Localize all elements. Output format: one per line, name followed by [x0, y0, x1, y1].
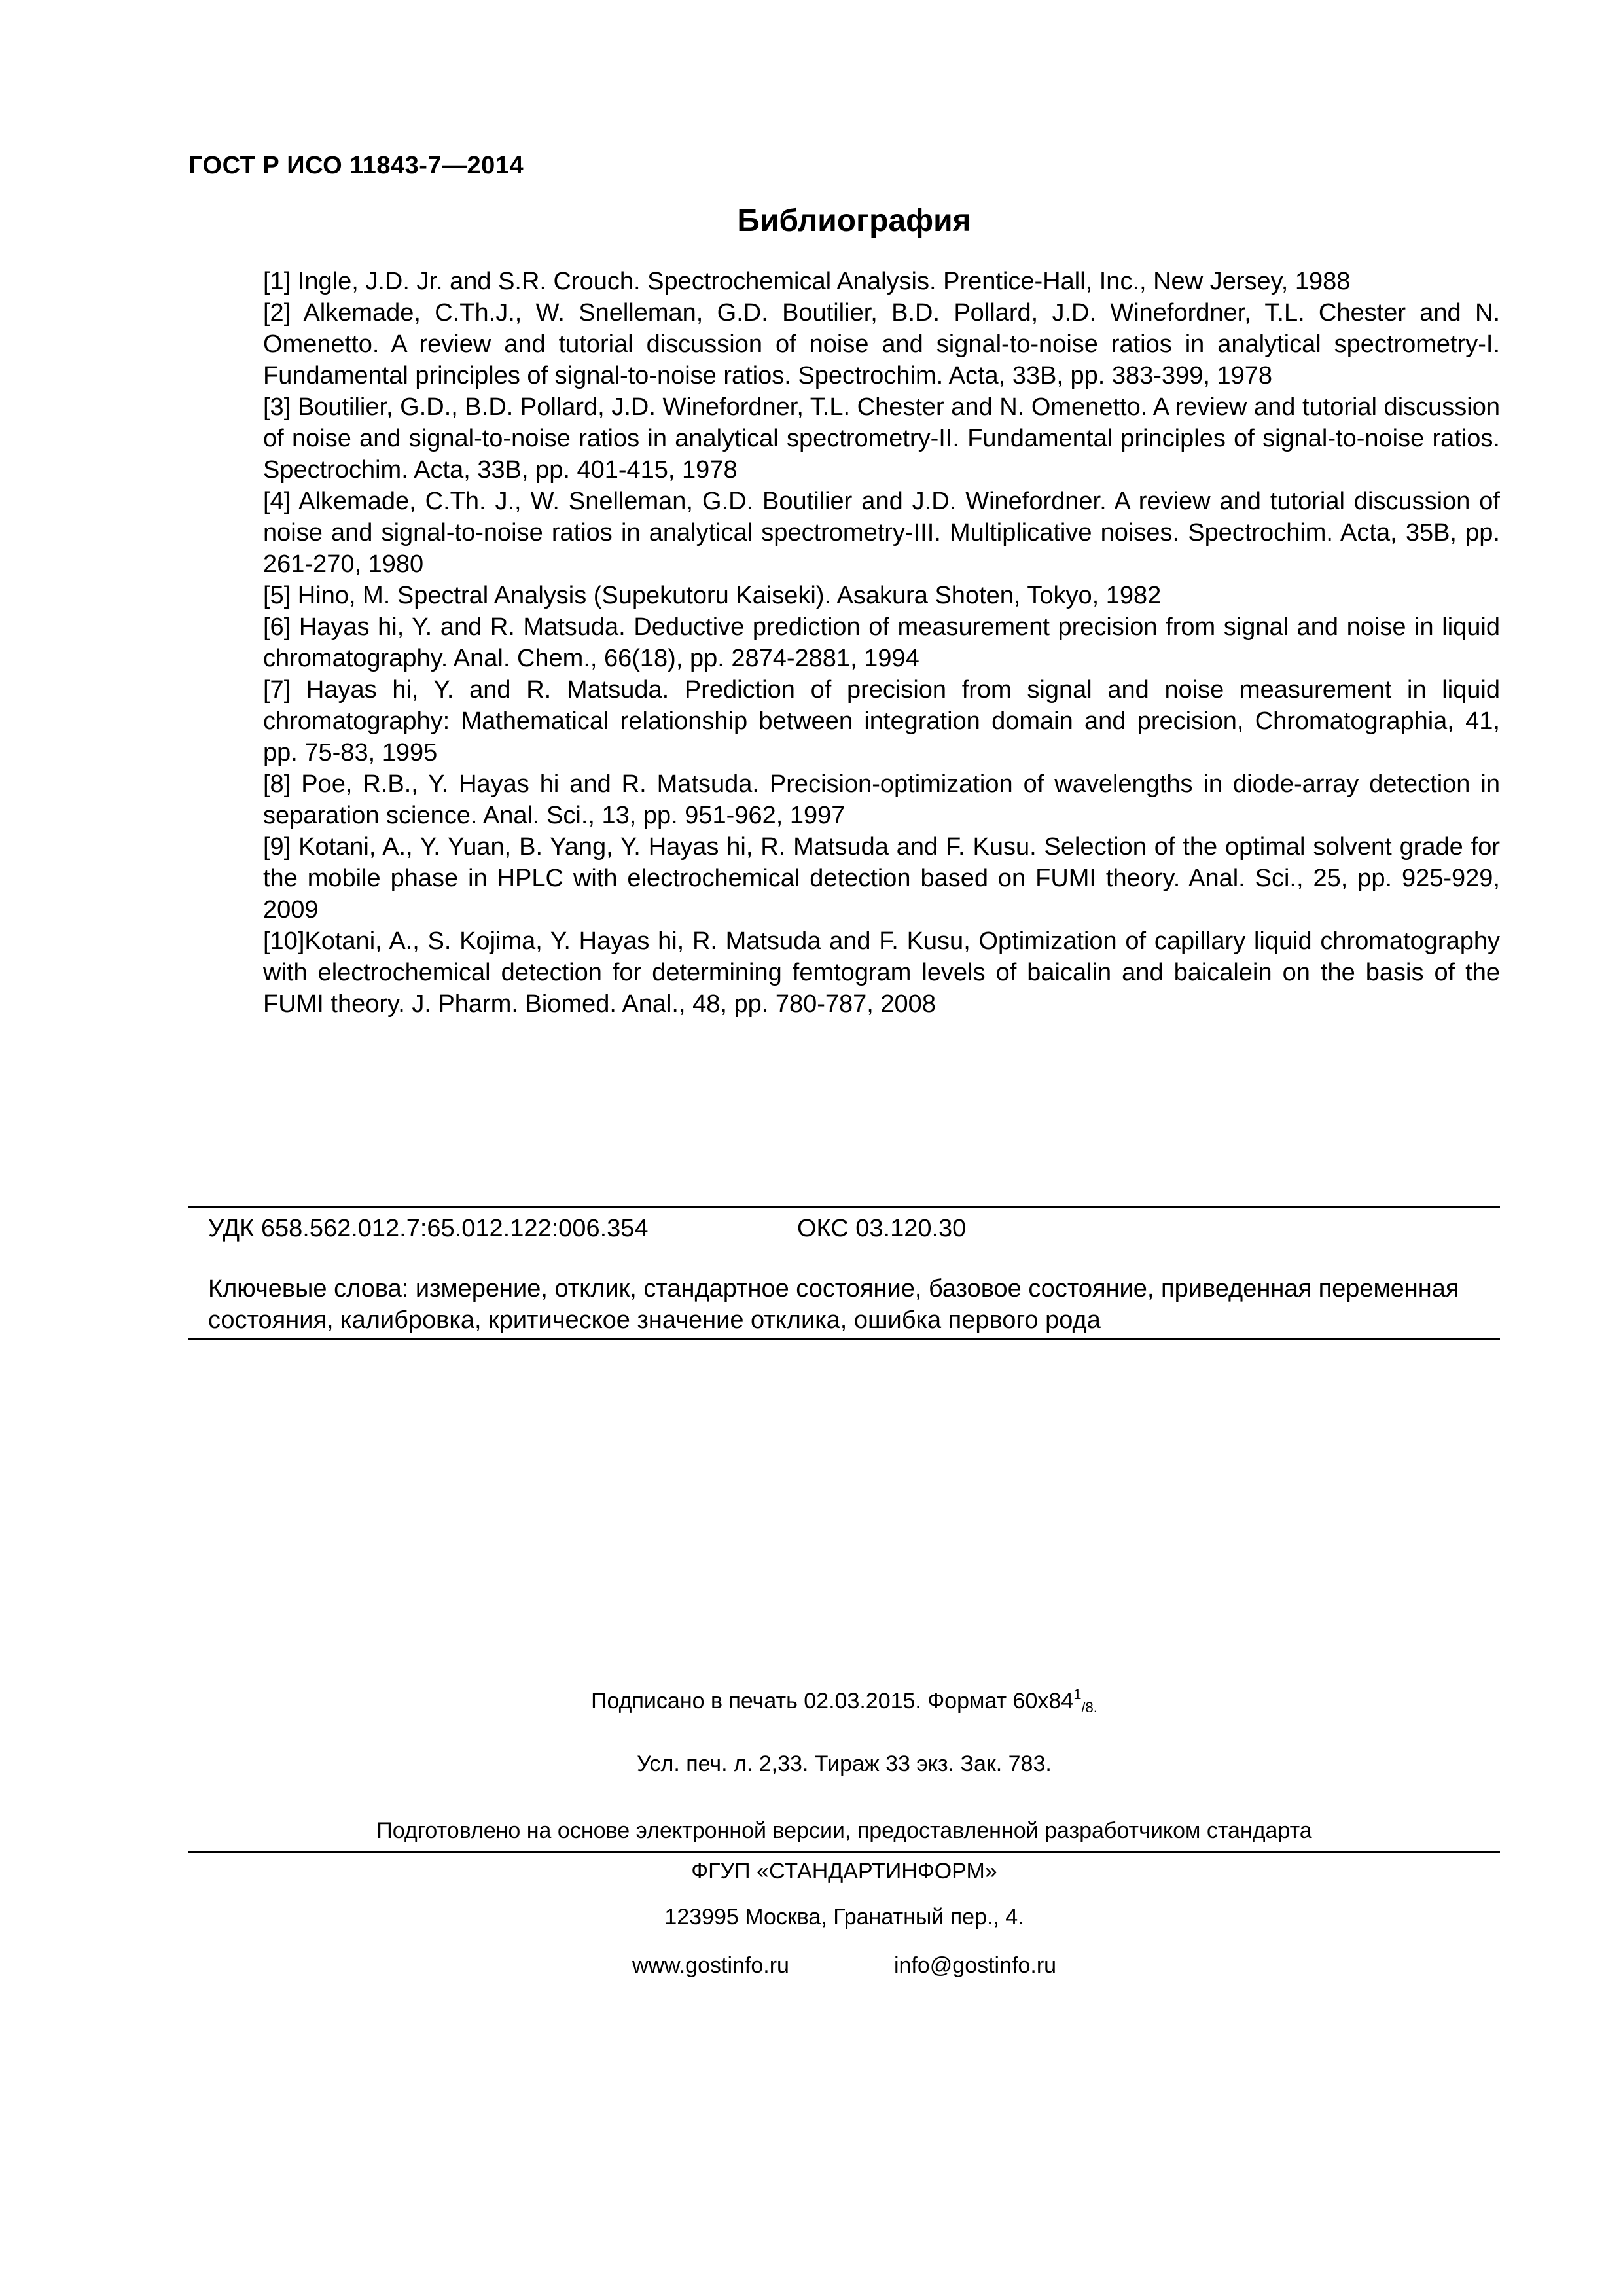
classification-block — [188, 1206, 1500, 1340]
reference-item: [5] Hino, M. Spectral Analysis (Supekutoru Kaiseki). Asakura Shoten, Tokyo, 1982 — [263, 582, 1162, 609]
reference-item: [6] Hayas hi, Y. and R. Matsuda. Deductive prediction of measurement precision from signal and noise in liquid chromatography. Anal. Chem., 66(18), pp. 2874-2881, 1994 — [263, 613, 1500, 672]
format-superscript: 1 — [1073, 1686, 1082, 1702]
udk-code: УДК 658.562.012.7:65.012.122:006.354 — [208, 1214, 649, 1242]
document-id: ГОСТ Р ИСО 11843-7—2014 — [188, 152, 524, 179]
classification-codes — [188, 1208, 1500, 1246]
contact-row — [188, 1953, 1500, 1979]
reference-item: [9] Kotani, A., Y. Yuan, B. Yang, Y. Hayas hi, R. Matsuda and F. Kusu. Selection of the optimal solvent grade for the mobile phase in HPLC with electrochemical detection based on FUMI theory. Anal. Sci., 25, pp. 925-929, 2009 — [263, 833, 1500, 924]
publisher-address: 123995 Москва, Гранатный пер., 4. — [664, 1905, 1024, 1929]
signed-for-print — [188, 1686, 1500, 1715]
reference-item: [7] Hayas hi, Y. and R. Matsuda. Prediction of precision from signal and noise measurement in liquid chromatography: Mathematical relationship between integration domain and precision, Chromatographia, 41, pp. 75-83, 1995 — [263, 676, 1500, 766]
keywords: Ключевые слова: измерение, отклик, стандартное состояние, базовое состояние, приведенная переменная состояния, калибровка, критическое значение отклика, ошибка первого рода — [208, 1275, 1459, 1334]
bibliography-title: Библиография — [737, 204, 971, 238]
reference-item: [1] Ingle, J.D. Jr. and S.R. Crouch. Spectrochemical Analysis. Prentice-Hall, Inc., New Jersey, 1988 — [263, 268, 1351, 295]
website-link[interactable]: www.gostinfo.ru — [632, 1953, 789, 1978]
imprint-divider — [188, 1851, 1500, 1853]
format-subscript: /8. — [1081, 1699, 1097, 1715]
reference-item: [2] Alkemade, C.Th.J., W. Snelleman, G.D. Boutilier, B.D. Pollard, J.D. Winefordner, T.L. Chester and N. Omenetto. A review and tutorial discussion of noise and signal-to-noise ratios in analytical spectrometry-I. Fundamental principles of signal-to-noise ratios. Spectrochim. Acta, 33B, pp. 383-399, 1978 — [263, 299, 1500, 389]
prepared-note: Подготовлено на основе электронной версии, предоставленной разработчиком стандарта — [376, 1818, 1312, 1843]
email-link[interactable]: info@gostinfo.ru — [893, 1953, 1057, 1978]
reference-item: [3] Boutilier, G.D., B.D. Pollard, J.D. Winefordner, T.L. Chester and N. Omenetto. A review and tutorial discussion of noise and signal-to-noise ratios in analytical spectrometry-II. Fundamental principles of signal-to-noise ratios. Spectrochim. Acta, 33B, pp. 401-415, 1978 — [263, 393, 1500, 484]
print-info: Усл. печ. л. 2,33. Тираж 33 экз. Зак. 783. — [637, 1751, 1052, 1776]
reference-item: [4] Alkemade, C.Th. J., W. Snelleman, G.D. Boutilier and J.D. Winefordner. A review and tutorial discussion of noise and signal-to-noise ratios in analytical spectrometry-III. Multiplicative noises. Spectrochim. Acta, 35B, pp. 261-270, 1980 — [263, 488, 1500, 578]
reference-list — [263, 266, 1500, 1020]
reference-item: [8] Poe, R.B., Y. Hayas hi and R. Matsuda. Precision-optimization of wavelengths in diode-array detection in separation science. Anal. Sci., 13, pp. 951-962, 1997 — [263, 770, 1500, 829]
oks-code: ОКС 03.120.30 — [797, 1214, 967, 1242]
publisher: ФГУП «СТАНДАРТИНФОРМ» — [691, 1859, 997, 1884]
signed-text: Подписано в печать 02.03.2015. Формат 60x84 — [591, 1689, 1074, 1713]
reference-item: [10]Kotani, A., S. Kojima, Y. Hayas hi, R. Matsuda and F. Kusu, Optimization of capillary liquid chromatography with electrochemical detection for determining femtogram levels of baicalin and baicalein on the basis of the FUMI theory. J. Pharm. Biomed. Anal., 48, pp. 780-787, 2008 — [263, 927, 1500, 1018]
